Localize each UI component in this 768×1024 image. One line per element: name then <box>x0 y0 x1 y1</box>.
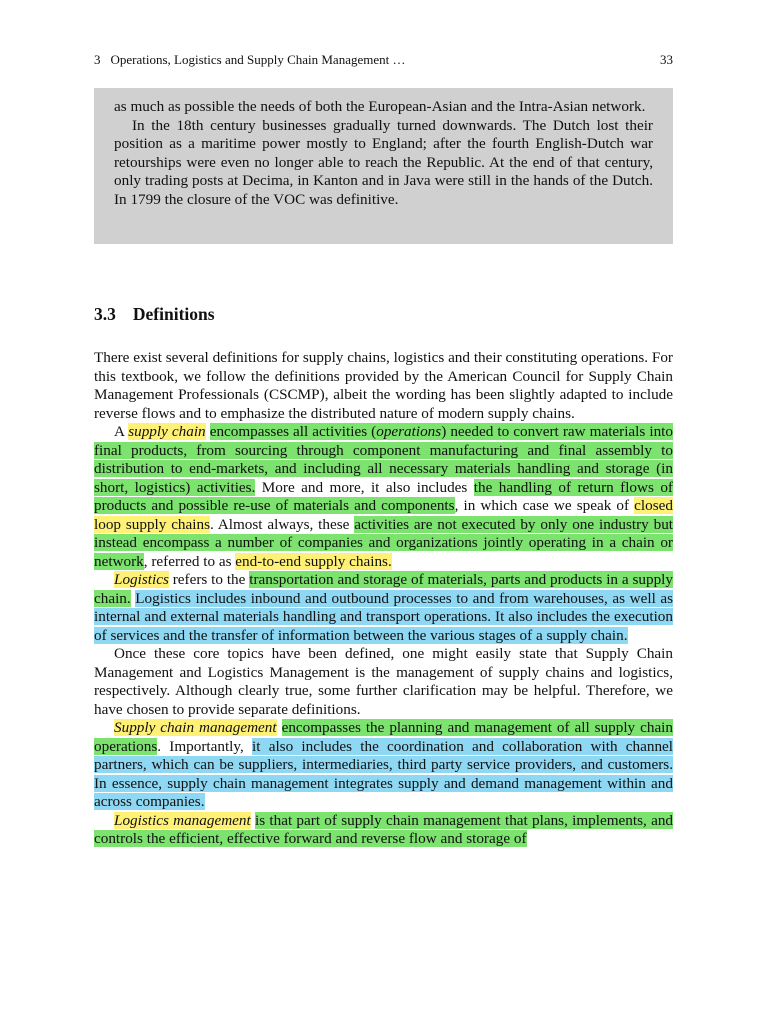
section-title: Definitions <box>132 304 215 324</box>
section-number: 3.3 <box>94 304 116 324</box>
highlight-blue: it also includes the coordination and collaboration with channel partners, which can be suppliers, intermediaries, third party service providers, and customers. In essence, supply chain management integrates supply and demand management within and across companies. <box>94 737 673 810</box>
history-box <box>94 88 673 244</box>
highlight-yellow <box>128 423 205 440</box>
text-run <box>277 719 282 736</box>
term-supply-chain: supply chain <box>128 423 206 440</box>
text-run: More and more, it also includes <box>255 478 474 496</box>
page-number: 33 <box>660 52 673 67</box>
text-run: . Importantly, <box>157 737 253 755</box>
scm-paragraph <box>94 719 673 812</box>
text-run: , referred to as <box>143 552 236 570</box>
highlight-green: activities are not executed by only one industry but instead encompass a number of companies and organizations jointly operating in a chain or network <box>94 515 674 570</box>
text-run: ) needed to convert raw materials into final products, from sourcing through component manufacturing and final assembly to distribution to end-markets, and including all necessary materials handling and storage (in short, logistics) activities. <box>94 423 673 496</box>
intro-paragraph: There exist several definitions for supply chains, logistics and their constituting operations. For this textbook, we follow the definitions provided by the American Council for Supply Chain Management Professionals (CSCMP), albeit the wording has been slightly adapted to include reverse flows and to emphasize the distributed nature of modern supply chains. <box>94 349 673 422</box>
text-run: A <box>114 423 129 440</box>
highlight-blue: Logistics includes inbound and outbound processes to and from warehouses, as well as internal and external materials handling and transport operations. It also includes the execution of services and the transfer of information between the various stages of a supply chain. <box>94 589 674 644</box>
body-text <box>94 349 673 849</box>
box-paragraph-1: as much as possible the needs of both the European-Asian and the Intra-Asian network. <box>114 98 646 115</box>
highlight-yellow <box>114 719 277 736</box>
chapter-number: 3 <box>94 52 101 67</box>
text-run: . Almost always, these <box>210 515 355 533</box>
highlight-green: encompasses the planning and management of all supply chain operations <box>94 719 673 755</box>
text-run: refers to the <box>168 571 250 588</box>
text-run: encompasses all activities ( <box>209 423 377 440</box>
term-operations: operations <box>376 423 442 440</box>
highlight-green: transportation and storage of materials, parts and products in a supply chain. <box>94 571 673 607</box>
highlight-green: is that part of supply chain management that plans, implements, and controls the efficient, effective forward and reverse flow and storage of <box>94 811 674 847</box>
term-logistics-management: Logistics management <box>114 811 251 829</box>
highlight-green: the handling of return flows of products and possible re-use of materials and components <box>94 478 673 514</box>
term-logistics: Logistics <box>114 571 169 588</box>
section-heading <box>94 303 215 325</box>
chapter-title: Operations, Logistics and Supply Chain Management … <box>110 52 406 67</box>
highlight-yellow <box>114 812 251 829</box>
supply-chain-paragraph <box>94 423 673 571</box>
highlight-yellow: closed loop supply chains <box>94 497 673 533</box>
term-supply-chain-management: Supply chain management <box>114 719 277 736</box>
box-paragraph-2: In the 18th century businesses gradually turned downwards. The Dutch lost their position as a maritime power mostly to England; after the fourth English-Dutch war retourships were even no longer able to reach the Republic. At the end of that century, only trading posts at Decima, in Kanton and in Java were still in the hands of the Dutch. In 1799 the closure of the VOC was definitive. <box>114 116 653 208</box>
logistics-management-paragraph <box>94 812 673 849</box>
highlight-yellow: end-to-end supply chains. <box>235 552 392 570</box>
core-topics-paragraph: Once these core topics have been defined, one might easily state that Supply Chain Management and Logistics Management is the management of supply chains and logistics, respectively. Although clearly true, some further clarification may be helpful. Therefore, we have chosen to provide separate definitions. <box>94 645 673 718</box>
logistics-paragraph <box>94 571 673 645</box>
text-run: , in which case we speak of <box>454 497 635 514</box>
highlight-yellow <box>114 571 169 588</box>
running-head <box>94 52 673 68</box>
